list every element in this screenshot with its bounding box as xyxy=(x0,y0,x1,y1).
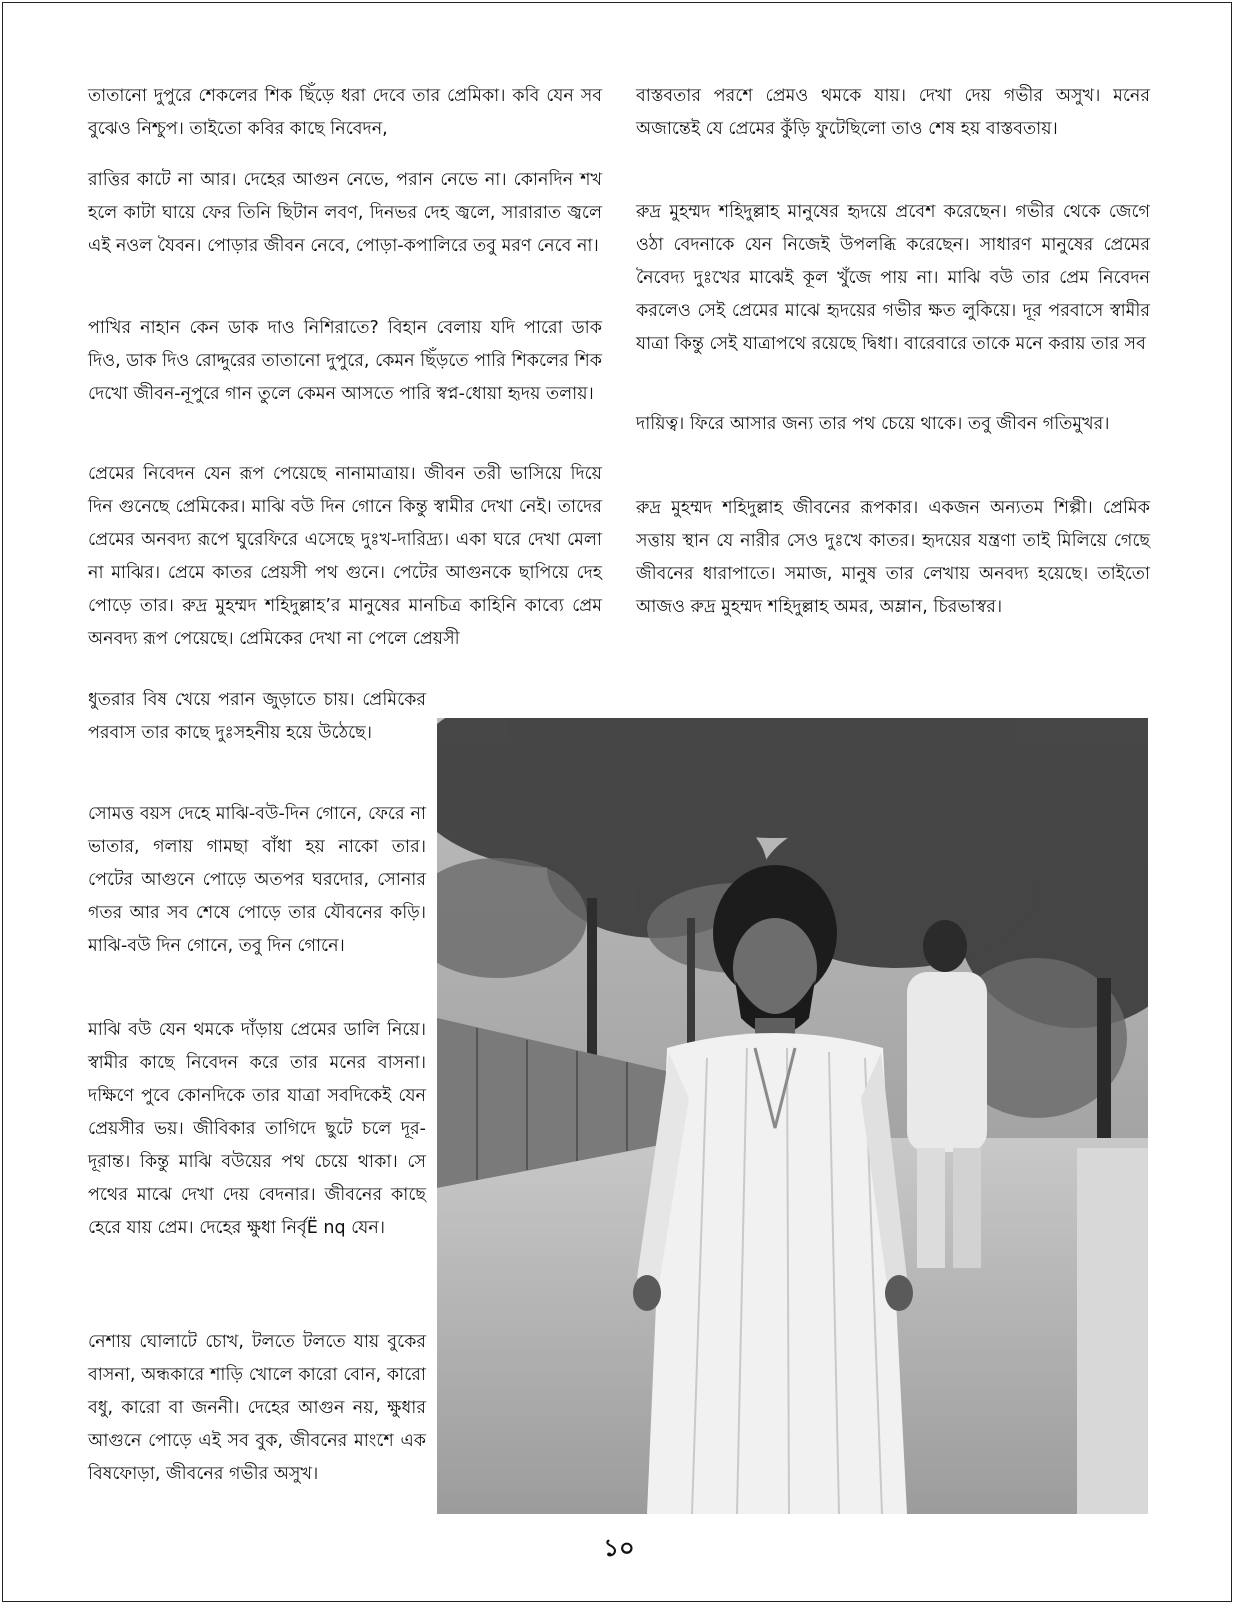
right-paragraph-2: রুদ্র মুহম্মদ শহিদুল্লাহ মানুষের হৃদয়ে প্রবেশ করেছেন। গভীর থেকে জেগে ওঠা বেদনাকে যেন নিজেই উপলব্ধি করেছেন। সাধারণ মানুষের প্রেমের নৈবেদ্য দুঃখের মাঝেই কূল খুঁজে পায় না। মাঝি বউ তার প্রেম নিবেদন করলেও সেই প্রেমের মাঝে হৃদয়ের গভীর ক্ষত লুকিয়ে। দূর পরবাসে স্বামীর যাত্রা কিন্তু সেই যাত্রাপথে রয়েছে দ্বিধা। বারেবারে তাকে মনে করায় তার সব xyxy=(636,202,1150,354)
left-paragraph-2: রাত্তির কাটে না আর। দেহের আগুন নেভে, পরান নেভে না। কোনদিন শখ হলে কাটা ঘায়ে ফের তিনি ছিটান লবণ, দিনভর দেহ জ্বলে, সারারাত জ্বলে এই নওল যৈবন। পোড়ার জীবন নেবে, পোড়া-কপালিরে তবু মরণ নেবে না। xyxy=(88,170,602,256)
page-number: ১০ xyxy=(603,1534,635,1562)
portrait-photo xyxy=(437,718,1148,1514)
right-paragraph-3: দায়িত্ব। ফিরে আসার জন্য তার পথ চেয়ে থাকে। তবু জীবন গতিমুখর। xyxy=(636,414,1110,434)
right-paragraph-1: বাস্তবতার পরশে প্রেমও থমকে যায়। দেখা দেয় গভীর অসুখ। মনের অজান্তেই যে প্রেমের কুঁড়ি ফুটেছিলো তাও শেষ হয় বাস্তবতায়। xyxy=(636,86,1150,139)
left-paragraph-6: মাঝি বউ যেন থমকে দাঁড়ায় প্রেমের ডালি নিয়ে। স্বামীর কাছে নিবেদন করে তার মনের বাসনা। দক্ষিণে পুবে কোনদিকে তার যাত্রা সবদিকেই যেন প্রেয়সীর ভয়। জীবিকার তাগিদে ছুটে চলে দূর-দূরান্ত। কিন্তু মাঝি বউয়ের পথ চেয়ে থাকা। সে পথের মাঝে দেখা দেয় বেদনার। জীবনের কাছে হেরে যায় প্রেম। দেহের ক্ষুধা নির্বৃË nq যেন। xyxy=(88,1020,426,1238)
right-paragraph-4: রুদ্র মুহম্মদ শহিদুল্লাহ জীবনের রূপকার। একজন অন্যতম শিল্পী। প্রেমিক সত্তায় স্থান যে নারীর সেও দুঃখে কাতর। হৃদয়ের যন্ত্রণা তাই মিলিয়ে গেছে জীবনের ধারাপাতে। সমাজ, মানুষ তার লেখায় অনবদ্য হয়েছে। তাইতো আজও রুদ্র মুহম্মদ শহিদুল্লাহ অমর, অম্লান, চিরভাস্বর। xyxy=(636,498,1150,617)
left-paragraph-4: প্রেমের নিবেদন যেন রূপ পেয়েছে নানামাত্রায়। জীবন তরী ভাসিয়ে দিয়ে দিন গুনেছে প্রেমিকের। মাঝি বউ দিন গোনে কিন্তু স্বামীর দেখা নেই। তাদের প্রেমের অনবদ্য রূপে ঘুরেফিরে এসেছে দুঃখ-দারিদ্র্য। একা ঘরে দেখা মেলা না মাঝির। প্রেমে কাতর প্রেয়সী পথ গুনে। পেটের আগুনকে ছাপিয়ে দেহ পোড়ে তার। রুদ্র মুহম্মদ শহিদুল্লাহ’র মানুষের মানচিত্র কাহিনি কাব্যে প্রেম অনবদ্য রূপ পেয়েছে। প্রেমিকের দেখা না পেলে প্রেয়সী xyxy=(88,464,602,649)
portrait-photo-illustration xyxy=(437,718,1148,1514)
left-paragraph-7: নেশায় ঘোলাটে চোখ, টলতে টলতে যায় বুকের বাসনা, অন্ধকারে শাড়ি খোলে কারো বোন, কারো বধু, কারো বা জননী। দেহের আগুন নয়, ক্ষুধার আগুনে পোড়ে এই সব বুক, জীবনের মাংশে এক বিষফোড়া, জীবনের গভীর অসুখ। xyxy=(88,1332,426,1484)
left-paragraph-3: পাখির নাহান কেন ডাক দাও নিশিরাতে? বিহান বেলায় যদি পারো ডাক দিও, ডাক দিও রোদ্দুরের তাতানো দুপুরে, কেমন ছিঁড়তে পারি শিকলের শিক দেখো জীবন-নূপুরে গান তুলে কেমন আসতে পারি স্বপ্ন-ধোয়া হৃদয় তলায়। xyxy=(88,318,602,404)
left-paragraph-1: তাতানো দুপুরে শেকলের শিক ছিঁড়ে ধরা দেবে তার প্রেমিকা। কবি যেন সব বুঝেও নিশ্চুপ। তাইতো কবির কাছে নিবেদন, xyxy=(88,86,602,139)
left-paragraph-5: সোমত্ত বয়স দেহে মাঝি-বউ-দিন গোনে, ফেরে না ভাতার, গলায় গামছা বাঁধা হয় নাকো তার। পেটের আগুনে পোড়ে অতপর ঘরদোর, সোনার গতর আর সব শেষে পোড়ে তার যৌবনের কড়ি। মাঝি-বউ দিন গোনে, তবু দিন গোনে। xyxy=(88,804,426,956)
left-paragraph-4-continued: ধুতরার বিষ খেয়ে পরান জুড়াতে চায়। প্রেমিকের পরবাস তার কাছে দুঃসহনীয় হয়ে উঠেছে। xyxy=(88,690,426,743)
